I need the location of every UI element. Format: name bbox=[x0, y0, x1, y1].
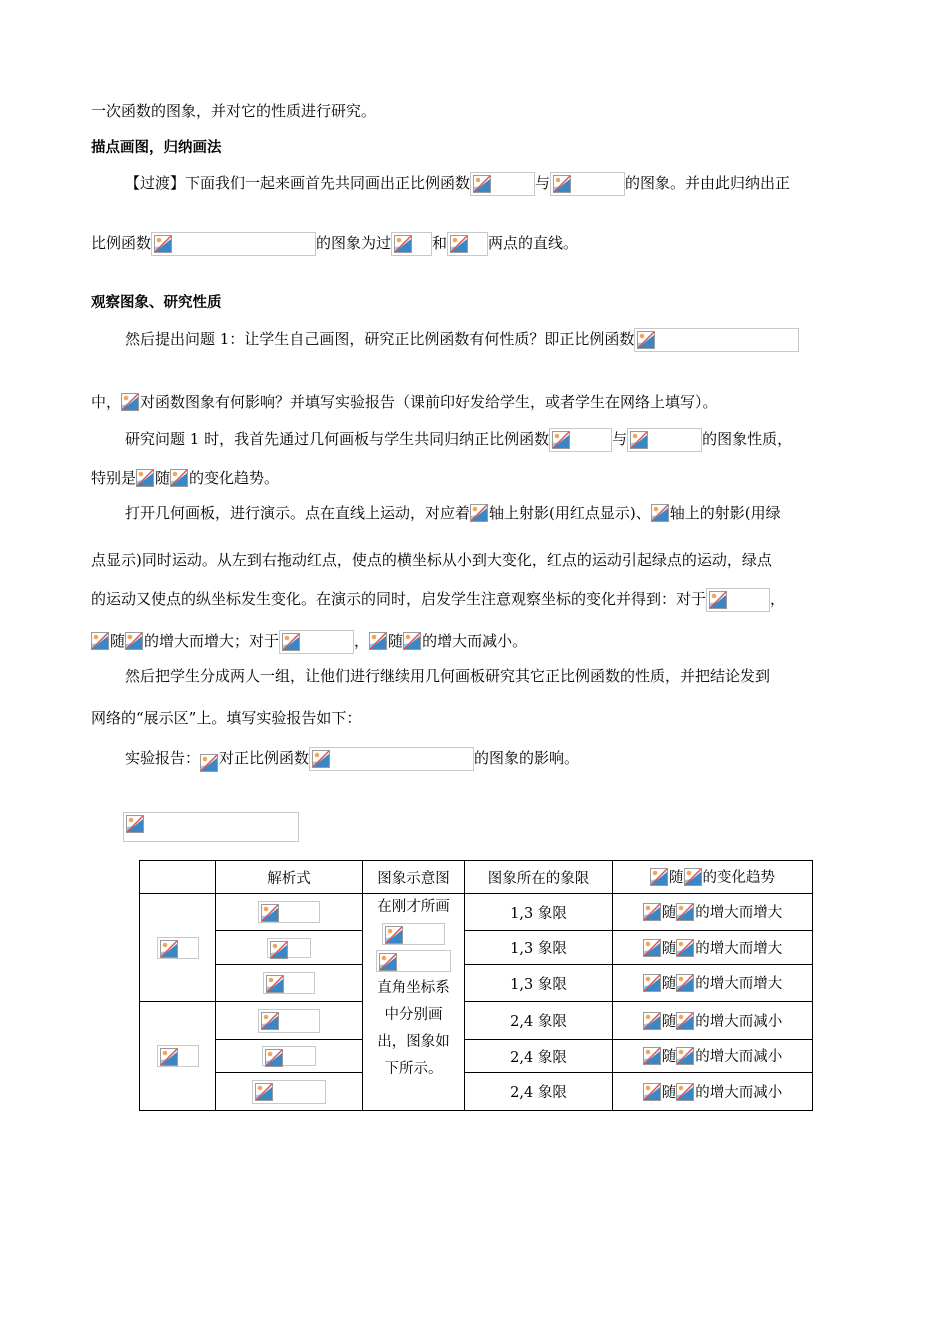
paragraph-line bbox=[91, 392, 718, 413]
header-cell-formula bbox=[216, 861, 363, 894]
diagram-cell bbox=[363, 894, 465, 1111]
text: 一次函数的图象，并对它的性质进行研究。 bbox=[91, 102, 377, 120]
broken-image-icon bbox=[369, 632, 387, 650]
formula-image-placeholder bbox=[706, 588, 770, 612]
text: 随 bbox=[110, 632, 126, 650]
text: 然后提出问题 1：让学生自己画图，研究正比例函数有何性质？即正比例函数 bbox=[125, 330, 635, 348]
y-variable-image bbox=[91, 632, 110, 652]
quadrant-cell bbox=[465, 1073, 613, 1111]
broken-image-icon bbox=[154, 235, 172, 253]
text: 的变化趋势。 bbox=[189, 469, 280, 487]
paragraph-groups bbox=[125, 666, 770, 686]
y-variable-image bbox=[643, 1083, 662, 1103]
broken-image-icon bbox=[470, 504, 488, 522]
table-header-row bbox=[140, 861, 813, 894]
text: 比例函数 bbox=[91, 234, 152, 252]
text: 的图象为过 bbox=[316, 234, 392, 252]
y-axis-image bbox=[651, 504, 670, 524]
k-positive-cell bbox=[140, 894, 216, 1002]
text: 两点的直线。 bbox=[488, 234, 579, 252]
broken-image-icon bbox=[552, 431, 570, 449]
text: 1,3 象限 bbox=[510, 976, 567, 993]
formula-image-placeholder bbox=[627, 428, 702, 452]
diagram-text: 直角坐标系 bbox=[377, 980, 450, 996]
text: 的增大而增大 bbox=[695, 940, 783, 957]
broken-image-icon bbox=[379, 953, 397, 971]
text: 的图象的影响。 bbox=[474, 749, 580, 767]
text: 随 bbox=[661, 1013, 677, 1030]
paragraph-line bbox=[91, 232, 578, 256]
text: 的变化趋势 bbox=[702, 870, 775, 886]
quadrant-cell bbox=[465, 931, 613, 965]
trend-cell bbox=[613, 1002, 813, 1040]
formula-cell bbox=[216, 1040, 363, 1073]
text: 和 bbox=[432, 234, 448, 252]
broken-image-icon bbox=[643, 903, 661, 921]
x-variable-image bbox=[684, 868, 703, 888]
quadrant-cell bbox=[465, 894, 613, 931]
header-cell-quadrant bbox=[465, 861, 613, 894]
broken-image-icon bbox=[265, 1049, 283, 1067]
intro-line bbox=[91, 101, 376, 121]
k-negative-cell bbox=[140, 1002, 216, 1111]
broken-image-icon bbox=[170, 469, 188, 487]
text: 对正比例函数 bbox=[219, 749, 310, 767]
broken-image-icon bbox=[676, 903, 694, 921]
k-positive-image bbox=[157, 937, 199, 959]
formula-image-placeholder bbox=[263, 972, 315, 994]
text: 的增大而减小 bbox=[695, 1013, 783, 1030]
formula-image-placeholder bbox=[258, 901, 320, 923]
broken-image-icon bbox=[261, 904, 279, 922]
broken-image-icon bbox=[160, 940, 178, 958]
text: 特别是 bbox=[91, 469, 137, 487]
table-row bbox=[140, 1073, 813, 1111]
text: 随 bbox=[661, 1084, 677, 1101]
paragraph-line bbox=[91, 588, 785, 612]
table-row bbox=[140, 965, 813, 1002]
broken-image-icon bbox=[450, 235, 468, 253]
broken-image-icon bbox=[643, 939, 661, 957]
text: 随 bbox=[388, 632, 404, 650]
table-row bbox=[140, 894, 813, 931]
text: 研究问题 1 时，我首先通过几何画板与学生共同归纳正比例函数 bbox=[125, 430, 550, 448]
formula-image-placeholder bbox=[550, 172, 625, 196]
header-cell-diagram bbox=[363, 861, 465, 894]
trend-cell bbox=[613, 1040, 813, 1073]
formula-cell bbox=[216, 1073, 363, 1111]
trend-cell bbox=[613, 894, 813, 931]
broken-image-icon bbox=[630, 431, 648, 449]
header-cell-trend bbox=[613, 861, 813, 894]
broken-image-icon bbox=[200, 754, 218, 772]
table-row bbox=[140, 931, 813, 965]
text: 然后把学生分成两人一组，让他们进行继续用几何画板研究其它正比例函数的性质，并把结论发到 bbox=[125, 667, 771, 685]
text: 2,4 象限 bbox=[510, 1049, 567, 1066]
x-axis-image bbox=[470, 504, 489, 524]
broken-image-icon bbox=[676, 974, 694, 992]
text: 的增大而增大；对于 bbox=[144, 632, 280, 650]
text: 随 bbox=[669, 870, 684, 886]
paragraph-line bbox=[91, 708, 361, 728]
text: 图象示意图 bbox=[377, 870, 450, 887]
formula-image-placeholder bbox=[258, 1009, 320, 1033]
formula-image-placeholder bbox=[279, 630, 354, 654]
report-image-placeholder bbox=[123, 812, 299, 842]
y-variable-image bbox=[643, 903, 662, 923]
paragraph-research bbox=[125, 428, 792, 452]
formula-image-placeholder bbox=[391, 232, 432, 256]
broken-image-icon bbox=[709, 591, 727, 609]
text: 2,4 象限 bbox=[510, 1085, 567, 1101]
broken-image-icon bbox=[553, 175, 571, 193]
broken-image-icon bbox=[473, 175, 491, 193]
k-negative-image bbox=[157, 1045, 199, 1067]
diagram-text: 在刚才所画 bbox=[377, 899, 450, 915]
table-row bbox=[140, 1040, 813, 1073]
broken-image-icon bbox=[91, 632, 109, 650]
text: 随 bbox=[661, 1049, 677, 1065]
formula-image-placeholder bbox=[262, 1046, 316, 1066]
x-variable-image bbox=[403, 632, 422, 652]
text: 【过渡】下面我们一起来画首先共同画出正比例函数 bbox=[125, 174, 471, 192]
formula-cell bbox=[216, 1002, 363, 1040]
paragraph-question bbox=[125, 328, 799, 352]
paragraph-line bbox=[91, 550, 772, 570]
text: 点显示)同时运动。从左到右拖动红点，使点的横坐标从小到大变化，红点的运动引起绿点的运动，绿点 bbox=[91, 551, 772, 569]
text: 1,3 象限 bbox=[510, 905, 567, 922]
formula-cell bbox=[216, 931, 363, 965]
axes-image-placeholder bbox=[382, 923, 445, 945]
broken-image-icon bbox=[385, 926, 403, 944]
text: 的图象。并由此归纳出正 bbox=[625, 174, 791, 192]
section-heading-drawing bbox=[91, 138, 222, 158]
formula-image-placeholder bbox=[267, 938, 311, 958]
text: 的图象性质， bbox=[702, 430, 793, 448]
heading-text: 观察图象、研究性质 bbox=[91, 295, 222, 311]
text: 图象所在的象限 bbox=[487, 870, 590, 887]
heading-text: 描点画图，归纳画法 bbox=[91, 140, 222, 156]
formula-image-placeholder bbox=[252, 1080, 326, 1104]
text: 随 bbox=[661, 976, 677, 992]
text: 与 bbox=[612, 430, 628, 448]
y-variable-image bbox=[643, 974, 662, 994]
broken-image-icon bbox=[684, 868, 702, 886]
text: 的增大而增大 bbox=[695, 976, 783, 992]
x-variable-image bbox=[125, 632, 144, 652]
text: 打开几何画板，进行演示。点在直线上运动，对应着 bbox=[125, 504, 471, 522]
diagram-text: 下所示。 bbox=[384, 1061, 443, 1077]
text: 解析式 bbox=[267, 870, 311, 887]
broken-image-icon bbox=[637, 331, 655, 349]
table-row bbox=[140, 1002, 813, 1040]
text: 轴上射影(用红点显示)、 bbox=[489, 504, 651, 522]
x-variable-image bbox=[676, 974, 695, 994]
broken-image-icon bbox=[125, 632, 143, 650]
text: ， bbox=[354, 632, 370, 650]
y-variable-image bbox=[650, 868, 669, 888]
broken-image-icon bbox=[266, 975, 284, 993]
formula-image-placeholder bbox=[309, 747, 474, 771]
broken-image-icon bbox=[676, 1012, 694, 1030]
paragraph-line bbox=[91, 468, 279, 489]
x-variable-image bbox=[170, 469, 189, 489]
section-heading-observe bbox=[91, 293, 222, 313]
y-variable-image bbox=[369, 632, 388, 652]
k-variable-image bbox=[200, 754, 219, 774]
broken-image-icon bbox=[643, 1083, 661, 1101]
broken-image-icon bbox=[136, 469, 154, 487]
diagram-text: 出，图象如 bbox=[377, 1034, 450, 1050]
y-variable-image bbox=[643, 1047, 662, 1067]
paragraph-transition bbox=[125, 172, 790, 196]
text: 随 bbox=[661, 940, 677, 957]
broken-image-icon bbox=[270, 941, 288, 959]
y-variable-image bbox=[643, 939, 662, 959]
broken-image-icon bbox=[282, 633, 300, 651]
text: 网络的“展示区”上。填写实验报告如下： bbox=[91, 709, 362, 727]
broken-image-icon bbox=[261, 1012, 279, 1030]
text: 的运动又使点的纵坐标发生变化。在演示的同时，启发学生注意观察坐标的变化并得到：对于 bbox=[91, 590, 707, 608]
text: 实验报告： bbox=[125, 749, 201, 767]
broken-image-icon bbox=[121, 393, 139, 411]
trend-cell bbox=[613, 931, 813, 965]
trend-cell bbox=[613, 1073, 813, 1111]
text: 1,3 象限 bbox=[510, 941, 567, 957]
formula-image-placeholder bbox=[634, 328, 799, 352]
broken-image-icon bbox=[676, 1047, 694, 1065]
broken-image-icon bbox=[643, 1012, 661, 1030]
broken-image-icon bbox=[650, 868, 668, 886]
formula-image-placeholder bbox=[470, 172, 535, 196]
broken-image-icon bbox=[403, 632, 421, 650]
text: 2,4 象限 bbox=[510, 1014, 567, 1030]
quadrant-cell bbox=[465, 965, 613, 1002]
broken-image-icon bbox=[643, 1047, 661, 1065]
x-variable-image bbox=[676, 1083, 695, 1103]
text: 随 bbox=[661, 905, 677, 921]
paragraph-line bbox=[91, 630, 527, 654]
header-cell-k bbox=[140, 861, 216, 894]
y-variable-image bbox=[136, 469, 155, 489]
y-variable-image bbox=[643, 1012, 662, 1032]
text: 的增大而减小。 bbox=[422, 632, 528, 650]
text: 对函数图象有何影响？并填写实验报告（课前印好发给学生，或者学生在网络上填写）。 bbox=[140, 393, 718, 411]
text: 的增大而减小 bbox=[695, 1049, 783, 1065]
text: 的增大而减小 bbox=[695, 1084, 783, 1101]
broken-image-icon bbox=[255, 1083, 273, 1101]
broken-image-icon bbox=[160, 1048, 178, 1066]
quadrant-cell bbox=[465, 1002, 613, 1040]
formula-image-placeholder bbox=[151, 232, 316, 256]
x-variable-image bbox=[676, 1012, 695, 1032]
broken-image-icon bbox=[394, 235, 412, 253]
x-variable-image bbox=[676, 903, 695, 923]
formula-image-placeholder bbox=[447, 232, 488, 256]
broken-image-icon bbox=[312, 750, 330, 768]
broken-image-icon bbox=[643, 974, 661, 992]
text: 随 bbox=[155, 469, 171, 487]
x-variable-image bbox=[676, 939, 695, 959]
trend-cell bbox=[613, 965, 813, 1002]
broken-image-icon bbox=[676, 939, 694, 957]
text: 中， bbox=[91, 393, 122, 411]
formula-image-placeholder bbox=[549, 428, 612, 452]
text: 的增大而增大 bbox=[695, 905, 783, 921]
text: ， bbox=[770, 590, 786, 608]
experiment-report-table bbox=[139, 860, 813, 1111]
broken-image-icon bbox=[651, 504, 669, 522]
broken-image-icon bbox=[676, 1083, 694, 1101]
formula-image-placeholder bbox=[121, 393, 140, 413]
text: 轴上的射影(用绿 bbox=[669, 504, 781, 522]
diagram-text: 中分别画 bbox=[384, 1007, 443, 1023]
text: 与 bbox=[535, 174, 551, 192]
x-variable-image bbox=[676, 1047, 695, 1067]
report-title-line bbox=[125, 744, 579, 774]
formula-cell bbox=[216, 894, 363, 931]
quadrant-cell bbox=[465, 1040, 613, 1073]
axes-image-placeholder bbox=[376, 950, 451, 972]
formula-cell bbox=[216, 965, 363, 1002]
paragraph-demo bbox=[125, 503, 781, 524]
broken-image-icon bbox=[126, 815, 144, 833]
